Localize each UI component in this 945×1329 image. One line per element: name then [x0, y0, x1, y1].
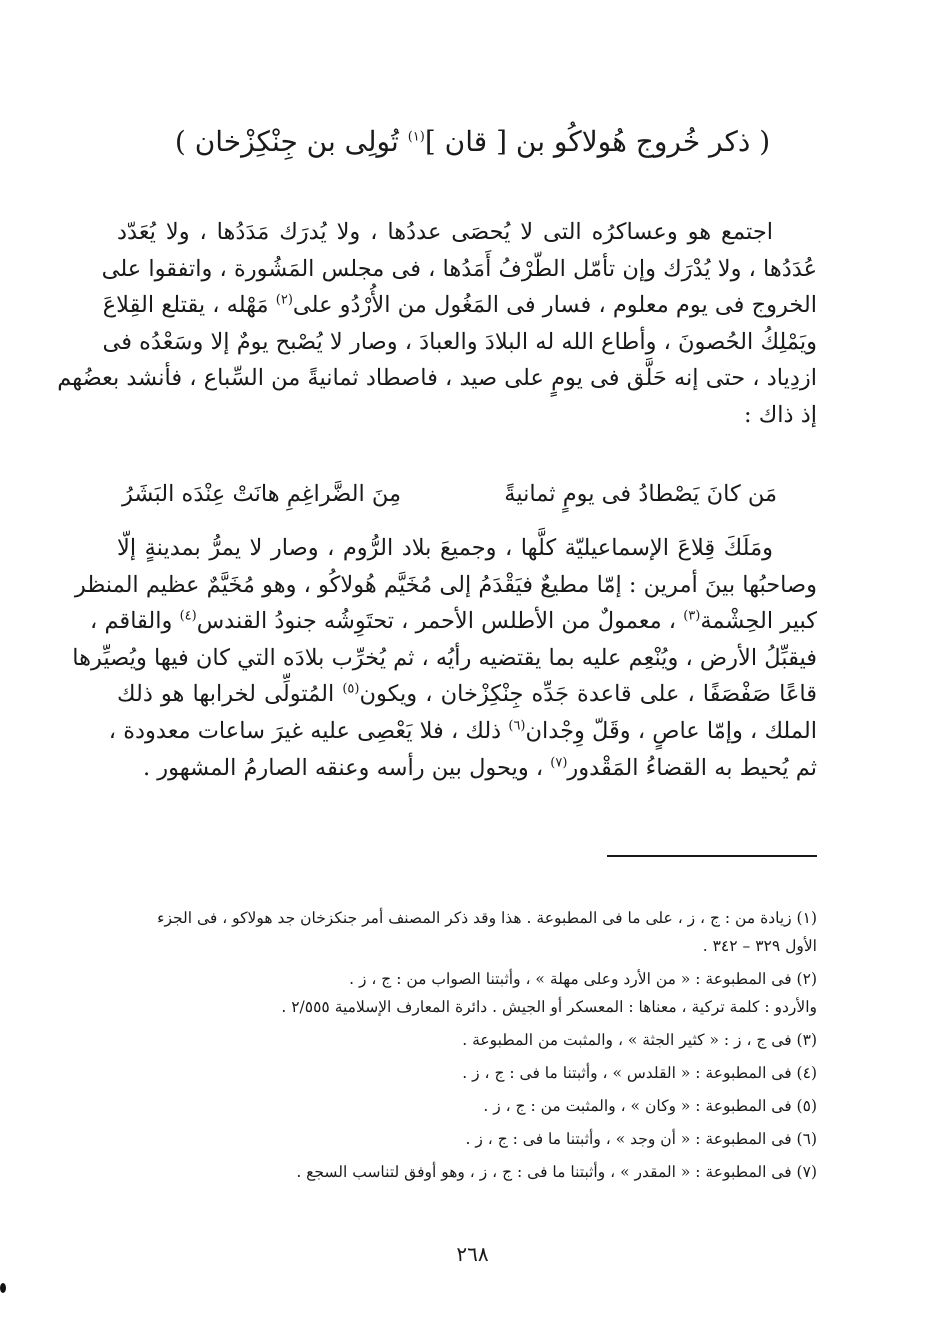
footnote-ref[interactable]: (٤): [179, 608, 197, 624]
footnote-2-continued: والأردو : كلمة تركية ، معناها : المعسكر أو الجيش . دائرة المعارف الإسلامية ٢/٥٥٥ .: [281, 998, 817, 1016]
footnote-ref[interactable]: (٢): [275, 292, 293, 308]
title-text-before: ( ذكر خُروج هُولاكُو بن [ قان ]: [424, 125, 771, 158]
verse-second-hemistich: مِنَ الضَّراغِمِ هانَتْ عِنْدَه البَشَرُ: [122, 481, 402, 507]
line-text: ، ويحول بين رأسه وعنقه الصارمُ المشهور .: [142, 754, 551, 781]
footnotes: [117, 904, 817, 1186]
footnote-5: (٥) فى المطبوعة : « وكان » ، والمثبت من : ج ، ز .: [483, 1097, 817, 1115]
line-text: الملك ، وإمّا عاصٍ ، وقَلّ وِجْدان: [525, 717, 817, 744]
paragraph-line: وصاحبُها بينَ أمرين : إمّا مطيعٌ فيَقْدَمُ إلى مُخَيَّم هُولاكُو ، وهو مُخَيَّمٌ عظيم المنظر: [74, 571, 817, 598]
paragraph-line: اجتمع هو وعساكرُه التى لا يُحصَى عددُها ، ولا يُدرَك مَدَدُها ، ولا يُعَدّد: [117, 219, 773, 245]
footnote-1: (١) زيادة من : ج ، ز ، على ما فى المطبوعة . هذا وقد ذكر المصنف أمر جنكزخان جد هولاكو ، فى الجزء: [157, 909, 817, 927]
paragraph-line: عُدَدُها ، ولا يُدْرَك وإن تأمّل الطّرْفُ أَمَدُها ، فى مجلس المَشُورة ، واتفقوا على: [101, 255, 817, 282]
line-text: ، معمولٌ من الأطلس الأحمر ، تحتَوِشُه جنودُ القندس: [196, 608, 684, 635]
paragraph-line: ازدِياد ، حتى إنه حَلَّق فى يومٍ على صيد ، فاصطاد ثمانيةً من السِّباع ، فأنشد بعضُهم: [57, 365, 817, 392]
footnote-separator: [607, 855, 817, 857]
paragraph-line: [117, 676, 817, 713]
paragraph-1: [57, 214, 817, 434]
line-text: المُتولِّى لخرابها هو ذلك: [117, 681, 343, 708]
line-text: ذلك ، فلا يَعْصِى عليه غيرَ ساعات معدودة ،: [108, 717, 509, 744]
paragraph-2: [72, 530, 818, 786]
paragraph-line: [90, 603, 817, 640]
section-title: [80, 120, 865, 164]
paragraph-line: إذ ذاك :: [744, 401, 817, 428]
footnote-ref[interactable]: (٦): [508, 718, 526, 734]
footnote-6: (٦) فى المطبوعة : « أن وجد » ، وأثبتنا ما فى : ج ، ز .: [465, 1130, 817, 1148]
footnote-ref[interactable]: (٣): [683, 608, 701, 624]
line-text: كبير الحِشْمة: [700, 608, 817, 635]
line-text: الخروج فى يوم معلوم ، فسار فى المَغُول من الأُرْدُو على: [292, 292, 817, 319]
footnote-2: (٢) فى المطبوعة : « من الأرد وعلى مهلة » ، وأثبتنا الصواب من : ج ، ز .: [349, 970, 817, 988]
paragraph-line: [108, 713, 817, 750]
verse-first-hemistich: مَن كانَ يَصْطادُ فى يومٍ ثمانيةً: [504, 481, 777, 507]
paragraph-line: فيقبِّلُ الأرض ، ويُنْعِم عليه بما يقتضيه رأيُه ، ثم يُخرِّب بلادَه التي كان فيها ويُصيِّرها: [72, 644, 817, 671]
footnote-7: (٧) فى المطبوعة : « المقدر » ، وأثبتنا ما فى : ج ، ز ، وهو أوفق لتناسب السجع .: [296, 1163, 817, 1181]
line-text: قاعًا صَفْصَفًا ، على قاعدة جَدِّه جِنْكِزْخان ، ويكون: [359, 681, 818, 708]
paragraph-line: [117, 750, 817, 787]
scan-speck: [0, 1283, 6, 1293]
footnote-ref[interactable]: (١): [407, 129, 425, 145]
title-text-after: تُولِى بن جِنْكِزْخان ): [174, 125, 408, 158]
footnote-3: (٣) فى ج ، ز : « كثير الجثة » ، والمثبت من المطبوعة .: [462, 1031, 817, 1049]
paragraph-line: [102, 287, 817, 324]
footnote-ref[interactable]: (٥): [342, 681, 360, 697]
line-text: مَهْله ، يقتلع القِلاعَ: [102, 292, 276, 319]
paragraph-line: ومَلَكَ قِلاعَ الإسماعيليّة كلَّها ، وجميعَ بلاد الرُّوم ، وصار لا يمرُّ بمدينةٍ إلّا: [117, 535, 773, 561]
line-text: والقاقم ،: [90, 608, 180, 635]
paragraph-line: ويَمْلِكُ الحُصونَ ، وأطاع الله له البلادَ والعبادَ ، وصار لا يُصْبح يومٌ إلا وسَعْدُه فى: [102, 328, 817, 355]
footnote-1-continued: الأول ٣٢٩ – ٣٤٢ .: [702, 937, 817, 955]
footnote-4: (٤) فى المطبوعة : « القلدس » ، وأثبتنا ما فى : ج ، ز .: [462, 1064, 817, 1082]
line-text: ثم يُحيط به القضاءُ المَقْدور: [567, 754, 817, 781]
footnote-ref[interactable]: (٧): [550, 755, 568, 771]
page-number: ٢٦٨: [456, 1242, 489, 1266]
